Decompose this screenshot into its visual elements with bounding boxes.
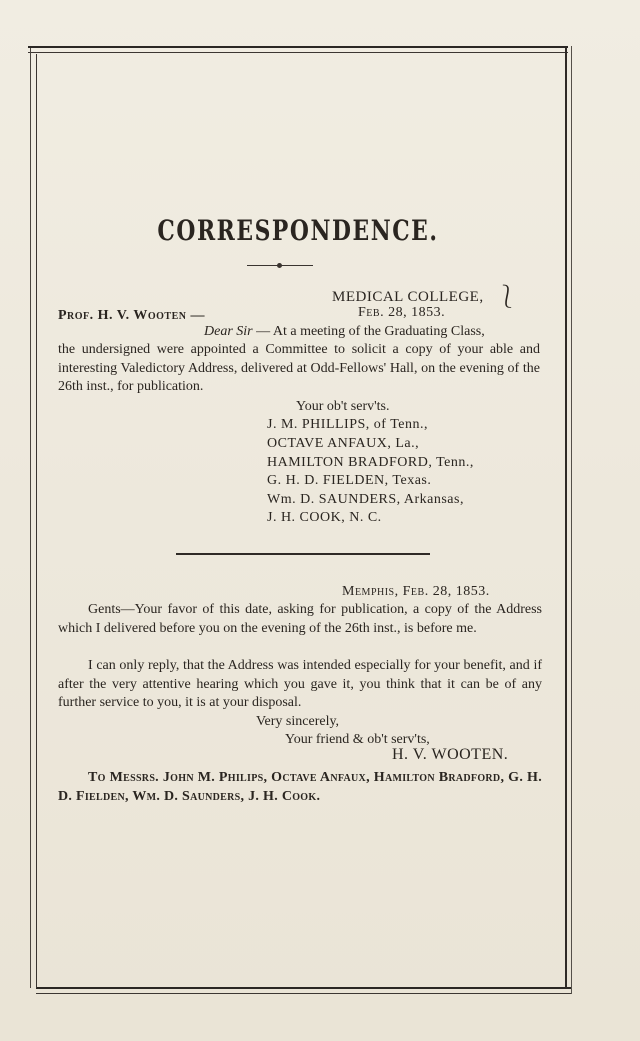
letter1-date: Feb. 28, 1853. (358, 305, 446, 320)
letter2-recipients: To Messrs. John M. Philips, Octave Anfaux, Hamilton Bradford, G. H. D. Fielden, Wm. D. Saunders, J. H. Cook. (58, 770, 542, 804)
signatory-5: Wm. D. SAUNDERS, Arkansas, (267, 492, 464, 507)
letter1-addressee: Prof. H. V. Wooten — (58, 308, 205, 323)
letter1-closing: Your ob't serv'ts. (296, 399, 390, 414)
frame-rule-left-inner (36, 54, 37, 988)
letter2-closing-1: Very sincerely, (256, 714, 340, 729)
frame-rule-top (28, 46, 568, 48)
letter1-body-lead: — At a meeting of the Graduating Class, (252, 324, 485, 339)
section-divider (176, 553, 430, 555)
frame-rule-bottom (36, 987, 572, 989)
letter1-first-line (204, 323, 485, 341)
frame-rule-right (565, 48, 567, 988)
header-brace: ⎱ (496, 284, 519, 309)
frame-rule-right-outer (571, 46, 572, 994)
signatory-1: J. M. PHILLIPS, of Tenn., (267, 417, 428, 432)
letter2-place-date: Memphis, Feb. 28, 1853. (342, 584, 490, 599)
letter2-closing-2: Your friend & ob't serv'ts, (285, 732, 430, 747)
letter1-body: the undersigned were appointed a Committee to solicit a copy of your able and interesting Valedictory Address, delivered at Odd-Fellows' Hall, on the evening of the 26th inst., for publication. (58, 342, 540, 395)
frame-rule-bottom-inner (36, 993, 572, 994)
letter1-salutation: Dear Sir (204, 324, 253, 339)
signatory-2: OCTAVE ANFAUX, La., (267, 436, 420, 451)
letter2-paragraph-2: I can only reply, that the Address was intended especially for your benefit, and if after the very attentive hearing which you gave it, you think that it can be of any further service to you, it is at your disposal. (58, 658, 542, 711)
page-title: CORRESPONDENCE. (157, 214, 439, 247)
signatory-3: HAMILTON BRADFORD, Tenn., (267, 455, 474, 470)
signatory-4: G. H. D. FIELDEN, Texas. (267, 473, 432, 488)
letter2-paragraph-1: Gents—Your favor of this date, asking for publication, a copy of the Address which I delivered before you on the evening of the 26th inst., is before me. (58, 602, 542, 636)
title-ornament-dot (277, 263, 282, 268)
frame-rule-left (30, 48, 31, 988)
frame-rule-top-inner (28, 52, 568, 53)
letter2-signature: H. V. WOOTEN. (392, 746, 509, 763)
letter1-institution: MEDICAL COLLEGE, (332, 289, 484, 305)
signatory-6: J. H. COOK, N. C. (267, 510, 382, 525)
